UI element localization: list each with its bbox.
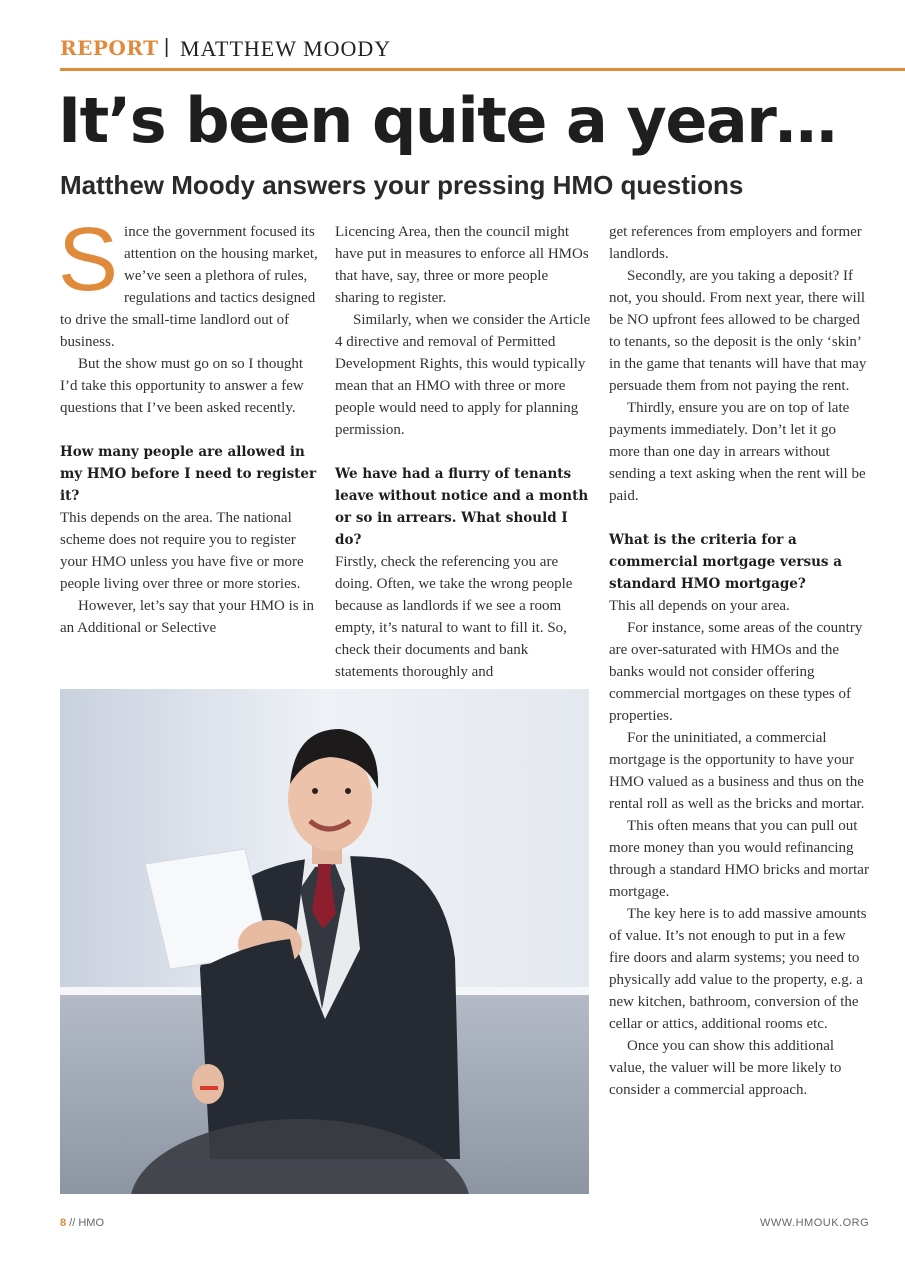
headline: It’s been quite a year… xyxy=(58,84,836,157)
question-heading: What is the criteria for a commercial mortgage versus a standard HMO mortgage? xyxy=(609,532,842,592)
author-name: MATTHEW MOODY xyxy=(180,36,392,61)
article-column-1 xyxy=(58,210,318,639)
article-column-2 xyxy=(335,221,593,683)
paragraph: The key here is to add massive amounts of value. It’s not enough to put in a few fire doors and alarm systems; you need to physically add value to the property, e.g. a new kitchen, bathroom, conversion of the cellar or attics, additional rooms etc. xyxy=(609,906,867,1032)
paragraph: Thirdly, ensure you are on top of late payments immediately. Don’t let it go more than one day in arrears without sending a text asking when the rent will be paid. xyxy=(609,400,866,504)
website-url[interactable]: WWW.HMOUK.ORG xyxy=(760,1217,870,1229)
section-label: REPORT xyxy=(60,36,159,60)
paragraph: Licencing Area, then the council might have put in measures to enforce all HMOs that have, say, three or more people sharing to register. xyxy=(335,224,589,306)
paragraph: However, let’s say that your HMO is in an Additional or Selective xyxy=(60,598,315,636)
header-separator: | xyxy=(164,36,170,58)
article-column-3 xyxy=(609,221,869,1101)
header-rule xyxy=(60,68,905,71)
paragraph: For the uninitiated, a commercial mortgage is the opportunity to have your HMO valued as a business and thus on the rental roll as well as the bricks and mortar. xyxy=(609,730,865,812)
paragraph: Firstly, check the referencing you are doing. Often, we take the wrong people because as landlords if we see a room empty, it’s natural to want to fill it. So, check their documents and bank statements thoroughly and xyxy=(335,554,573,680)
page-header xyxy=(60,36,905,70)
paragraph: This all depends on your area. xyxy=(609,598,790,614)
page-number: 8 xyxy=(60,1217,67,1229)
paragraph: Secondly, are you taking a deposit? If not, you should. From next year, there will be NO upfront fees allowed to be charged to tenants, so the deposit is the only ‘skin’ in the game that tenants will have that may persuade them from not paying the rent. xyxy=(609,268,867,394)
subheadline: Matthew Moody answers your pressing HMO questions xyxy=(60,170,744,200)
paragraph: ince the government focused its attention on the housing market, we’ve seen a plethora of rules, regulations and tactics designed to drive the small-time landlord out of business. xyxy=(60,224,318,350)
paragraph: Similarly, when we consider the Article 4 directive and removal of Permitted Development Rights, this would typically mean that an HMO with three or more people would need to apply for planning permission. xyxy=(335,312,591,438)
paragraph: Once you can show this additional value, the valuer will be more likely to consider a commercial approach. xyxy=(609,1038,842,1098)
paragraph: This depends on the area. The national scheme does not require you to register your HMO unless you have five or more people living over three or more stories. xyxy=(60,510,304,592)
publication-name: // HMO xyxy=(66,1217,105,1229)
paragraph: This often means that you can pull out more money than you would refinancing through a standard HMO bricks and mortar mortgage. xyxy=(609,818,869,900)
question-heading: How many people are allowed in my HMO before I need to register it? xyxy=(60,444,317,504)
paragraph: For instance, some areas of the country are over-saturated with HMOs and the banks would not consider offering commercial mortgages on these types of properties. xyxy=(609,620,863,724)
question-heading: We have had a flurry of tenants leave without notice and a month or so in arrears. What should I do? xyxy=(335,466,589,548)
paragraph: But the show must go on so I thought I’d take this opportunity to answer a few questions that I’ve been asked recently. xyxy=(60,356,304,416)
page-footer-left xyxy=(60,1217,104,1229)
drop-cap: S xyxy=(58,210,119,310)
speaker-photo xyxy=(60,689,589,1194)
paragraph: get references from employers and former landlords. xyxy=(609,224,862,262)
